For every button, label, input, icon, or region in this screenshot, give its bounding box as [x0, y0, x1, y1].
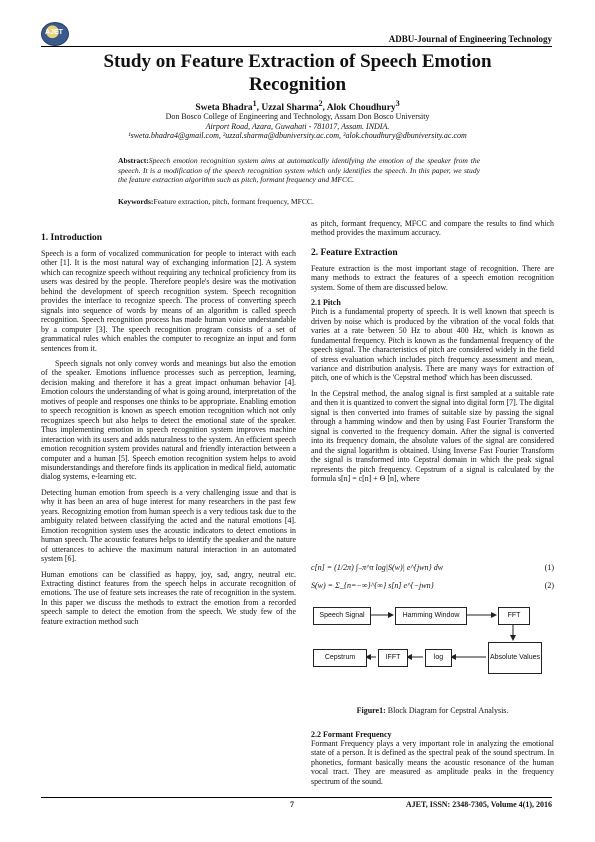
paragraph: Speech signals not only convey words and meanings but also the emotion of the speaker. Emotions influence processes such as perception, learning, decision making and therefore it has a great impact onhuman behavior [4]. Emotion colours the understanding of what is going around, interpretation of the motives of people and responses one thinks to be appropriate. Enabling emotion to speech recognition is known as speech emotion recognition which not only recognizes speech but also helps to detect the emotional state of the speaker. Thus implementing emotion in speech recognition system improves machine interaction with its users and adds naturalness to the system. An efficient speech emotion recognition system provides natural and friendly interaction between a computer and a human [5]. Speech emotion recognition system helps to avoid misunderstandings and therefore finds its application in medical field, automatic dialog systems, e-learning etc.: [41, 358, 296, 482]
footer-citation: AJET, ISSN: 2348-7305, Volume 4(1), 2016: [405, 800, 552, 809]
equation-number: (2): [544, 581, 554, 590]
paragraph: Human emotions can be classified as happy, joy, sad, angry, neutral etc. Extracting distinct features from the speech helps in accurate recognition of emotions. The use of feature sets increases the rate of recognition in the system. In this paper we discuss the methods to extract the emotion from a recorded speech sample to detect the emotion from the speech. We study few of the feature extraction method such: [41, 569, 296, 626]
abstract-label: Abstract:: [118, 156, 149, 165]
paragraph: as pitch, formant frequency, MFCC and compare the results to find which method provides the maximum accuracy.: [311, 219, 554, 238]
footer-rule: [41, 797, 552, 798]
left-column: [41, 233, 296, 632]
keywords-text: Feature extraction, pitch, formant frequency, MFCC.: [153, 197, 314, 206]
journal-name: ADBU-Journal of Engineering Technology: [388, 34, 552, 44]
figure-caption: [311, 706, 554, 715]
absolute-values-block: Absolute Values: [488, 642, 542, 674]
formant-section: [311, 730, 554, 792]
paragraph: Speech is a form of vocalized communication for people to interact with each other [1]. It is the most natural way of exchanging information [2]. A system which can recognize speech without requiring any technical proficiency from its users was desired by the people. Therefore people's desire was the motivation behind the development of speech recognition system. Speech recognition provides the interface to recognize speech. The process of converting speech signals into sequence of words by means of an algorithm is called speech recognition. Speech recognition process has made human voice understandable by a computer [3]. The speech recognition program consists of a set of grammatical rules which enables the computer to recognize an input and form sentences from it.: [41, 249, 296, 353]
right-column: [311, 219, 554, 489]
section-heading: 2. Feature Extraction: [311, 247, 398, 258]
author-list: Sweta Bhadra$^1$, Uzzal Sharma$^2$, Alok Choudhury$^3$: [195, 99, 400, 114]
journal-logo: [41, 22, 69, 46]
equation-text: S(w) = Σ_{n=−∞}^{∞} s[n] e^{−jwn}: [311, 581, 434, 590]
section-heading: 1. Introduction: [41, 233, 103, 243]
figure-label: Figure1:: [356, 706, 386, 715]
equation-text: c[n] = (1/2π) ∫₋π^π log|S(w)| e^{jwn} dw: [311, 563, 444, 572]
ifft-block: IFFT: [378, 649, 408, 667]
email-line: ¹sweta.bhadra4@gmail.com, ²uzzal.sharma@dbuniversity.ac.com, ³alok.choudhury@dbuniversity.ac.com: [128, 131, 467, 140]
cepstrum-block: Cepstrum: [313, 649, 367, 667]
figure-caption-text: Block Diagram for Cepstral Analysis.: [385, 706, 509, 715]
paragraph: Detecting human emotion from speech is a very challenging issue and that is why it has been an area of huge interest for many researchers in the past few years. Recognizing emotion from human speech is a very tedious task due to the ambiguity related between classifying the acted and the natural emotions [4]. Emotion recognition system uses the acoustic indicators to detect emotions in human speech. The acoustic features helps to identify the speaker and the nature of utterances to achieve the maximum natural interaction in an automated system [6].: [41, 487, 296, 564]
speech-signal-block: Speech Signal: [313, 607, 371, 625]
address-line: Airport Road, Azara, Guwahati - 781017, Assam. INDIA.: [205, 121, 390, 131]
author-name: Sweta Bhadra: [195, 103, 253, 114]
equation-number: (1): [544, 563, 554, 572]
fft-block: FFT: [498, 607, 530, 625]
cepstral-block-diagram: [311, 605, 554, 699]
subsection-heading: 2.1 Pitch: [311, 298, 341, 308]
keywords-label: Keywords:: [118, 197, 154, 206]
logo-text: AJET: [45, 29, 63, 36]
page-header: [0, 0, 595, 52]
equation-2: [311, 581, 554, 590]
affiliation-line: Don Bosco College of Engineering and Technology, Assam Don Bosco University: [165, 112, 430, 121]
author-name: Alok Choudhury: [326, 103, 396, 114]
abstract: [118, 156, 480, 185]
abstract-text: Speech emotion recognition system aims at automatically identifying the emotion of the speaker from the speech. It is a modification of the speech recognition system which only identifies the speech. In this paper, we study the feature extraction algorithm such as pitch, formant frequency and MFCC.: [118, 156, 480, 185]
page-number: 7: [290, 800, 294, 809]
log-block: log: [425, 649, 452, 667]
equation-1: [311, 563, 554, 572]
paragraph: Feature extraction is the most important stage of recognition. There are many methods to extract the features of a speech emotion recognition system. Some of them are discussed below.: [311, 263, 554, 292]
author-name: Uzzal Sharma: [261, 103, 319, 114]
paragraph: In the Cepstral method, the analog signal is first sampled at a suitable rate and then it is quantized to convert the signal into digital form [7]. The digital signal is then converted into frames of suitable size by passing the signal through a hamming window and then by using Fast Fourier Transform the signal is converted to the frequency domain. After the signal is converted into its frequency domain, the absolute values of the signal are considered and the signal logarithm is obtained. Using Inverse Fast Fourier Transform the signal is transformed into Cepstral domain in which the peak signal represents the pitch frequency. Cepstrum of a signal is calculated by the formula s[n] = c[n] + Θ [n], where: [311, 388, 554, 483]
paragraph: Pitch is a fundamental property of speech. It is well known that speech is driven by noise which is produced by the vibration of the vocal folds that varies at a rate between 50 Hz to about 400 Hz, which is known as fundamental frequency. Pitch is known as the fundamental frequency of the speech signal. The characteristics of pitch are considered widely in the field of stress evaluation which includes pitch frequency assessment and mean, variance and distribution analysis. There are many ways for extraction of pitch, one of which is the 'Cepstral method' which has been discussed.: [311, 307, 554, 383]
paper-title: Study on Feature Extraction of Speech Emotion Recognition: [103, 51, 492, 95]
keywords: [118, 197, 480, 206]
paragraph: Formant Frequency plays a very important role in analyzing the emotional state of a person. It is defined as the spectral peak of the sound spectrum. In phonetics, formant basically means the acoustic resonance of the human vocal tract. They are measured as amplitude peaks in the frequency spectrum of the sound.: [311, 739, 554, 786]
header-rule: [41, 46, 552, 47]
subsection-heading: 2.2 Formant Frequency: [311, 730, 392, 739]
hamming-window-block: Hamming Window: [395, 607, 467, 625]
affiliation: [60, 112, 535, 141]
